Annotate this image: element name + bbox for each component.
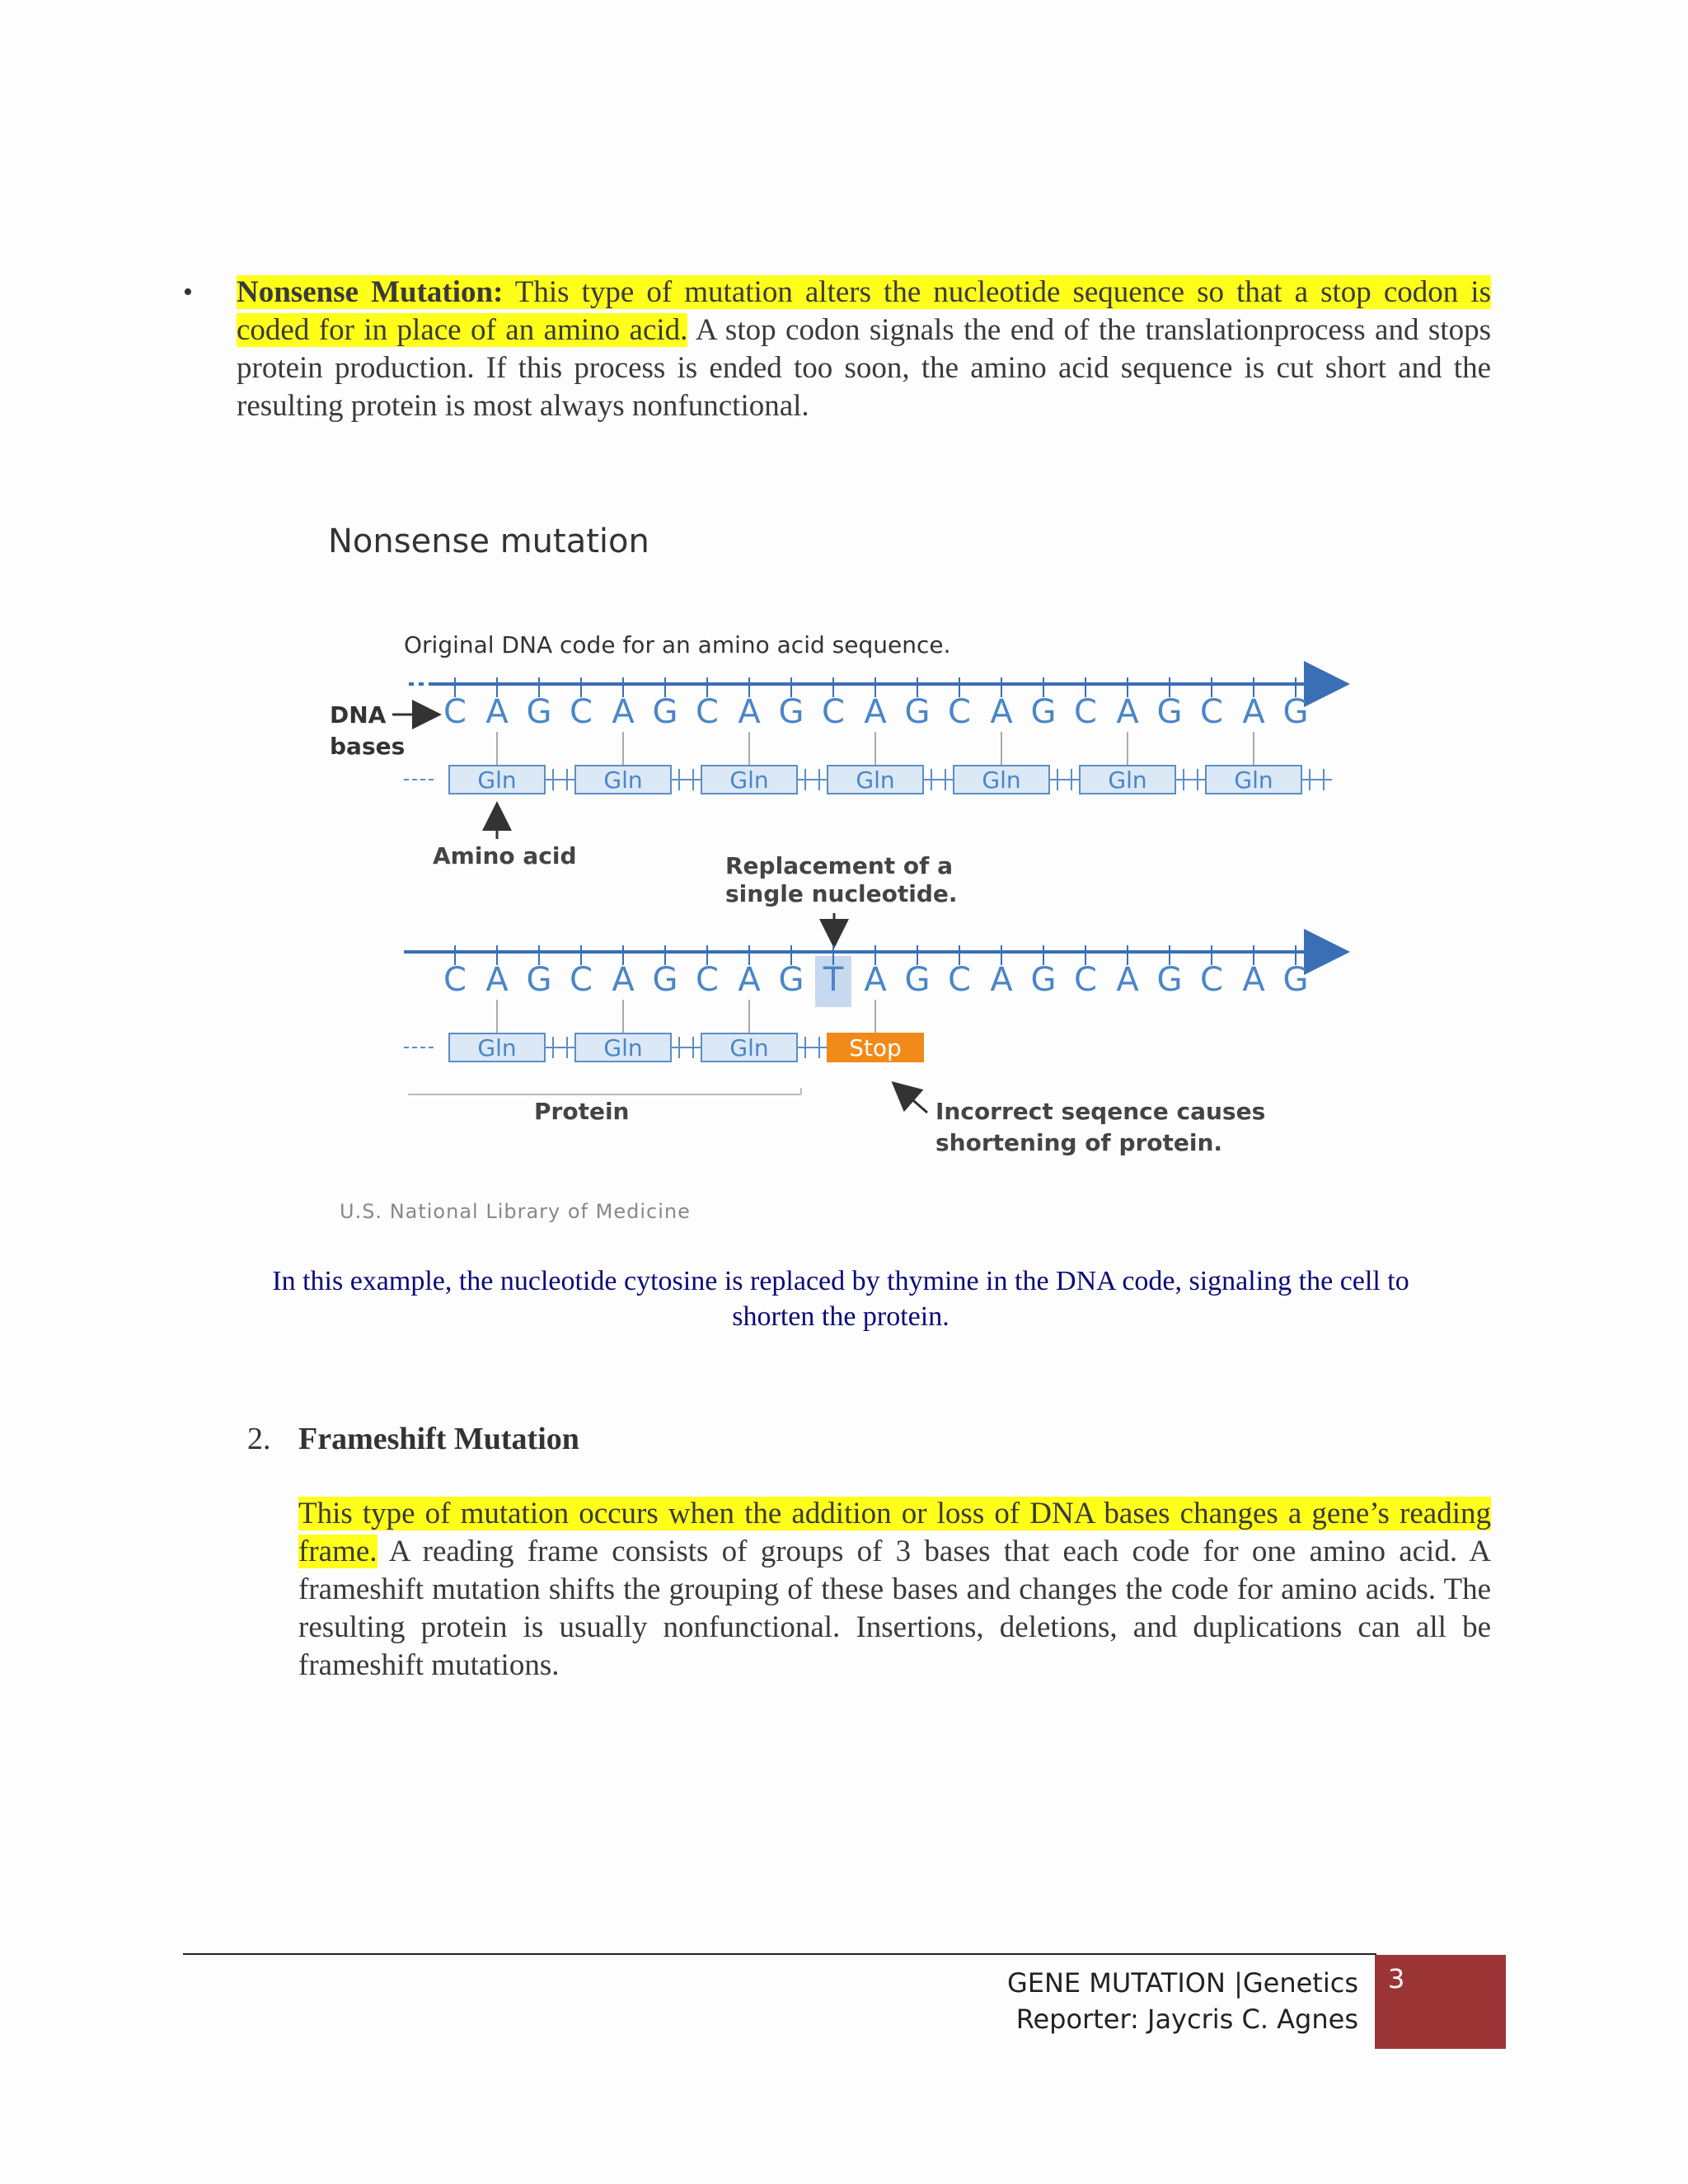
top-amino-label: Gln bbox=[603, 766, 643, 794]
top-base: A bbox=[612, 693, 635, 731]
footer-text bbox=[907, 1965, 1358, 2037]
bottom-base: A bbox=[990, 961, 1013, 999]
top-amino-label: Gln bbox=[1234, 766, 1273, 794]
protein-label: Protein bbox=[534, 1098, 630, 1125]
caption-line-2: shorten the protein. bbox=[732, 1301, 950, 1332]
top-base: G bbox=[526, 693, 552, 731]
frameshift-body: A reading frame consists of groups of 3 bases that each code for one amino acid. A frameshift mutation shifts the grouping of these bases and changes the code for amino acids. The resulting protein is usually nonfunctional. Insertions, deletions, and duplications can all be frameshift mutations. bbox=[298, 1535, 1491, 1682]
bottom-base: T bbox=[823, 961, 844, 999]
nonsense-term: Nonsense Mutation: bbox=[237, 275, 504, 309]
top-base: C bbox=[570, 693, 593, 731]
bottom-base: C bbox=[948, 961, 971, 999]
bottom-amino-label: Gln bbox=[729, 1034, 769, 1062]
bottom-base: G bbox=[904, 961, 931, 999]
figure-caption bbox=[190, 1263, 1492, 1334]
list-number: 2. bbox=[247, 1422, 271, 1456]
top-base: C bbox=[696, 693, 719, 731]
bottom-base: G bbox=[1030, 961, 1057, 999]
amino-acid-label: Amino acid bbox=[433, 842, 577, 869]
replacement-label-1: Replacement of a bbox=[725, 852, 953, 879]
incorrect-pointer bbox=[895, 1085, 927, 1113]
top-base: A bbox=[1116, 693, 1139, 731]
top-base: G bbox=[778, 693, 804, 731]
bullet-marker: • bbox=[183, 277, 193, 307]
nonsense-mutation-diagram bbox=[313, 626, 1385, 1236]
original-dna-label: Original DNA code for an amino acid sequence. bbox=[404, 631, 951, 658]
top-base: A bbox=[864, 693, 887, 731]
top-amino-label: Gln bbox=[477, 766, 517, 794]
bases-label: bases bbox=[330, 733, 406, 760]
top-base: C bbox=[1200, 693, 1223, 731]
caption-line-1: In this example, the nucleotide cytosine is replaced by thymine in the DNA code, signaling the cell to bbox=[272, 1266, 1409, 1296]
bottom-amino-label: Gln bbox=[603, 1034, 643, 1062]
bottom-base: C bbox=[443, 961, 467, 999]
bottom-base: A bbox=[864, 961, 887, 999]
nonsense-paragraph bbox=[237, 274, 1491, 425]
top-base: A bbox=[738, 693, 761, 731]
frameshift-paragraph bbox=[298, 1495, 1491, 1685]
top-base: A bbox=[990, 693, 1013, 731]
footer-line-2: Reporter: Jaycris C. Agnes bbox=[1015, 2004, 1358, 2035]
footer-line-1: GENE MUTATION |Genetics bbox=[1006, 1967, 1358, 1999]
top-amino-label: Gln bbox=[856, 766, 895, 794]
dna-label: DNA bbox=[330, 701, 387, 729]
bottom-base: A bbox=[485, 961, 509, 999]
footer-rule bbox=[183, 1953, 1376, 1955]
top-base: C bbox=[822, 693, 845, 731]
bottom-base: A bbox=[612, 961, 635, 999]
top-base: G bbox=[1282, 693, 1309, 731]
incorrect-label-1: Incorrect seqence causes bbox=[935, 1098, 1266, 1125]
figure-credit: U.S. National Library of Medicine bbox=[340, 1200, 691, 1223]
top-base: G bbox=[652, 693, 678, 731]
bottom-base: G bbox=[1156, 961, 1183, 999]
bottom-base: G bbox=[526, 961, 552, 999]
top-base: G bbox=[1156, 693, 1183, 731]
bottom-amino-chain bbox=[404, 1033, 923, 1062]
top-base: A bbox=[485, 693, 509, 731]
top-base: C bbox=[1074, 693, 1097, 731]
bottom-base: G bbox=[1282, 961, 1309, 999]
bottom-base: G bbox=[652, 961, 678, 999]
frameshift-highlight: This type of mutation occurs when the addition or loss of DNA bases changes a gene’s reading frame. bbox=[298, 1497, 1491, 1568]
bottom-base: C bbox=[696, 961, 719, 999]
bottom-dna-bases bbox=[443, 961, 1308, 999]
top-connectors bbox=[497, 732, 1254, 766]
top-dna-bases bbox=[443, 693, 1308, 731]
bottom-amino-label: Gln bbox=[477, 1034, 517, 1062]
top-amino-label: Gln bbox=[1108, 766, 1147, 794]
figure-title: Nonsense mutation bbox=[328, 523, 649, 560]
bottom-base: C bbox=[1074, 961, 1097, 999]
top-base: G bbox=[1030, 693, 1057, 731]
incorrect-label-2: shortening of protein. bbox=[935, 1129, 1223, 1156]
frameshift-heading: Frameshift Mutation bbox=[298, 1422, 579, 1456]
top-base: C bbox=[948, 693, 971, 731]
top-base: A bbox=[1242, 693, 1265, 731]
bottom-base: G bbox=[778, 961, 804, 999]
replacement-label-2: single nucleotide. bbox=[725, 880, 958, 907]
top-amino-chain bbox=[404, 766, 1332, 794]
bottom-base: A bbox=[738, 961, 761, 999]
top-amino-label: Gln bbox=[982, 766, 1021, 794]
bottom-base: C bbox=[570, 961, 593, 999]
stop-codon-label: Stop bbox=[849, 1034, 902, 1062]
bottom-base: C bbox=[1200, 961, 1223, 999]
top-base: G bbox=[904, 693, 931, 731]
page-number-box bbox=[1375, 1955, 1506, 2049]
nonsense-highlight: This type of mutation alters the nucleotide sequence so that a stop codon is coded for in place of an amino acid. bbox=[237, 275, 1491, 347]
nonsense-body: A stop codon signals the end of the translationprocess and stops protein production. If this process is ended too soon, the amino acid sequence is cut short and the resulting protein is most always nonfunctional. bbox=[237, 313, 1491, 423]
page-number: 3 bbox=[1388, 1963, 1405, 1994]
top-amino-label: Gln bbox=[729, 766, 769, 794]
top-base: C bbox=[443, 693, 467, 731]
bottom-base: A bbox=[1116, 961, 1139, 999]
bottom-base: A bbox=[1242, 961, 1265, 999]
